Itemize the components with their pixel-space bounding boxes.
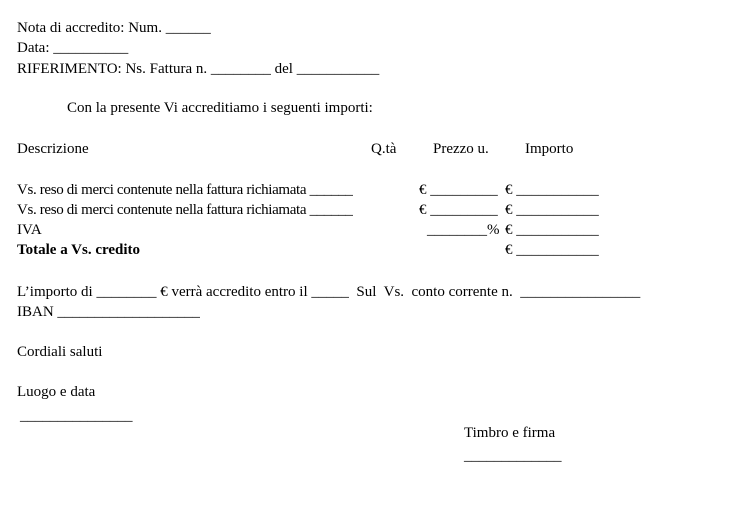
place-date-line: _______________: [20, 408, 133, 424]
total-label: Totale a Vs. credito: [17, 242, 141, 258]
header-amount: Importo: [525, 141, 574, 157]
vat-label: IVA: [17, 222, 42, 238]
iban-line: IBAN ___________________: [17, 304, 200, 320]
total-amount: € ___________: [505, 242, 599, 258]
place-date-label: Luogo e data: [17, 384, 96, 400]
date-line: Data: __________: [17, 40, 129, 56]
row-1-price: € _________: [419, 182, 498, 198]
row-1-description: Vs. reso di merci contenute nella fattura richiamata ______: [17, 182, 353, 198]
row-2-description: Vs. reso di merci contenute nella fattura richiamata ______: [17, 202, 353, 218]
row-1-amount: € ___________: [505, 182, 599, 198]
closing-greeting: Cordiali saluti: [17, 344, 103, 360]
row-2-amount: € ___________: [505, 202, 599, 218]
stamp-signature-line: _____________: [464, 448, 562, 464]
credit-amount-line: L’importo di ________ € verrà accredito entro il _____ Sul Vs. conto corrente n. ________________: [17, 284, 641, 300]
vat-percent: ________%: [427, 222, 500, 238]
header-description: Descrizione: [17, 141, 89, 157]
header-unit-price: Prezzo u.: [433, 141, 489, 157]
header-quantity: Q.tà: [371, 141, 397, 157]
vat-amount: € ___________: [505, 222, 599, 238]
credit-note-number-line: Nota di accredito: Num. ______: [17, 20, 211, 36]
invoice-reference-line: RIFERIMENTO: Ns. Fattura n. ________ del ___________: [17, 61, 380, 77]
row-2-price: € _________: [419, 202, 498, 218]
intro-text: Con la presente Vi accreditiamo i seguenti importi:: [67, 100, 373, 116]
stamp-signature-label: Timbro e firma: [464, 425, 556, 441]
